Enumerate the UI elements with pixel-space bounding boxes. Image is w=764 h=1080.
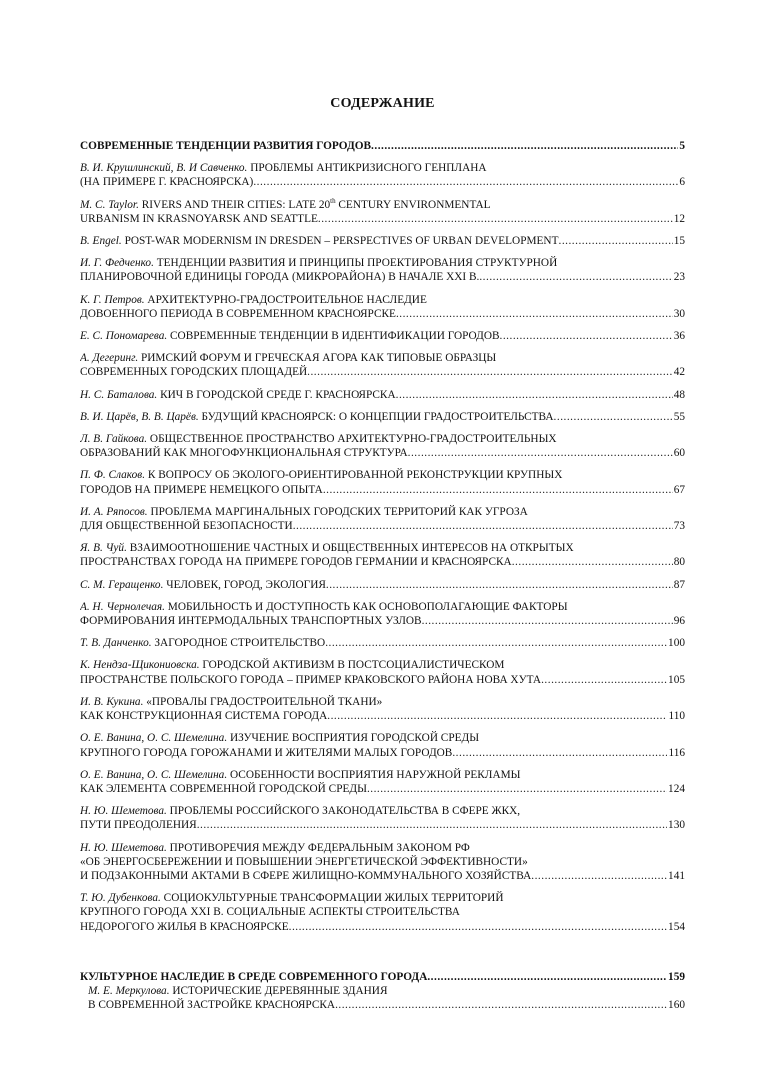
page-number: 42: [673, 366, 685, 379]
entry-title-line: ПРОСТРАНСТВЕ ПОЛЬСКОГО ГОРОДА – ПРИМЕР КРАКОВСКОГО РАЙОНА НОВА ХУТА: [80, 673, 542, 686]
dot-leader: [452, 746, 667, 760]
entry-title-line: ПУТИ ПРЕОДОЛЕНИЯ: [80, 819, 197, 832]
entry-author: С. М. Геращенко.: [80, 578, 164, 591]
dot-leader: [327, 709, 667, 723]
toc-entry: [80, 541, 685, 569]
page-number: 87: [673, 578, 685, 591]
page-number: 6: [679, 176, 685, 189]
entry-title-line: МОБИЛЬНОСТЬ И ДОСТУПНОСТЬ КАК ОСНОВОПОЛАГАЮЩИЕ ФАКТОРЫ: [167, 600, 568, 613]
entry-title-line: ПРОБЛЕМЫ РОССИЙСКОГО ЗАКОНОДАТЕЛЬСТВА В СФЕРЕ ЖКХ,: [169, 805, 521, 818]
entry-title-line: СОВРЕМЕННЫЕ ТЕНДЕНЦИИ В ИДЕНТИФИКАЦИИ ГОРОДОВ: [170, 330, 500, 343]
dot-leader: [293, 519, 673, 533]
entry-title-line: ОБЩЕСТВЕННОЕ ПРОСТРАНСТВО АРХИТЕКТУРНО-ГРАДОСТРОИТЕЛЬНЫХ: [149, 433, 557, 446]
toc-entry: [80, 410, 685, 424]
dot-leader: [512, 555, 673, 569]
entry-title-line: ПРОБЛЕМЫ АНТИКРИЗИСНОГО ГЕНПЛАНА: [250, 162, 487, 175]
entry-title-line: ОСОБЕННОСТИ ВОСПРИЯТИЯ НАРУЖНОЙ РЕКЛАМЫ: [230, 768, 521, 781]
dot-leader: [554, 410, 673, 424]
entry-title-line: ГОРОДСКОЙ АКТИВИЗМ В ПОСТСОЦИАЛИСТИЧЕСКОМ: [202, 659, 505, 672]
dot-leader: [427, 970, 667, 984]
page-number: 15: [673, 235, 685, 248]
toc-entry: [80, 600, 685, 628]
dot-leader: [325, 636, 667, 650]
entry-title-line: (НА ПРИМЕРЕ Г. КРАСНОЯРСКА): [80, 176, 254, 189]
entry-author: В. И. Крушлинский, В. И Савченко.: [80, 162, 248, 175]
toc-entry: [80, 468, 685, 496]
entry-author: М. Е. Меркулова.: [88, 984, 170, 997]
dot-leader: [371, 139, 678, 153]
page-number: 110: [668, 710, 685, 723]
entry-author: А. Н. Чернолечая.: [80, 600, 165, 613]
page-number: 12: [673, 212, 685, 225]
toc-entry: [80, 293, 685, 321]
toc-entry: [80, 804, 685, 832]
toc-entry: [80, 768, 685, 796]
dot-leader: [323, 483, 673, 497]
entry-title-line: ТЕНДЕНЦИИ РАЗВИТИЯ И ПРИНЦИПЫ ПРОЕКТИРОВАНИЯ СТРУКТУРНОЙ: [156, 257, 558, 270]
entry-author: Н. Ю. Шеметова.: [80, 841, 167, 854]
entry-title-line: СОВРЕМЕННЫЕ ТЕНДЕНЦИИ РАЗВИТИЯ ГОРОДОВ: [80, 140, 372, 152]
entry-author: В. И. Царёв, В. В. Царёв.: [80, 410, 199, 423]
entry-title-line: URBANISM IN KRASNOYARSK AND SEATTLE: [80, 212, 318, 225]
dot-leader: [531, 869, 667, 883]
dot-leader: [408, 446, 673, 460]
page-number: 5: [679, 140, 685, 152]
entry-title-line: ДЛЯ ОБЩЕСТВЕННОЙ БЕЗОПАСНОСТИ: [80, 520, 293, 533]
entry-title-line: КРУПНОГО ГОРОДА XXI В. СОЦИАЛЬНЫЕ АСПЕКТЫ СТРОИТЕЛЬСТВА: [80, 906, 460, 919]
page-number: 130: [668, 819, 685, 832]
page-number: 80: [673, 556, 685, 569]
dot-leader: [541, 673, 667, 687]
entry-title-line: RIVERS AND THEIR CITIES: LATE 20th CENTURY ENVIRONMENTAL: [141, 197, 491, 211]
entry-title-line: КРУПНОГО ГОРОДА ГОРОЖАНАМИ И ЖИТЕЛЯМИ МАЛЫХ ГОРОДОВ: [80, 746, 453, 759]
dot-leader: [335, 998, 667, 1012]
page-number: 96: [673, 615, 685, 628]
dot-leader: [396, 388, 673, 402]
toc-entry: [80, 731, 685, 759]
page-number: 67: [673, 483, 685, 496]
toc-entry: [80, 234, 685, 248]
page-number: 159: [668, 970, 685, 983]
page-number: 105: [668, 673, 685, 686]
page-number: 154: [668, 920, 685, 933]
entry-title-line: «ПРОВАЛЫ ГРАДОСТРОИТЕЛЬНОЙ ТКАНИ»: [146, 695, 383, 708]
entry-author: И. Г. Федченко.: [80, 257, 154, 270]
page-number: 23: [673, 271, 685, 284]
entry-title-line: ПЛАНИРОВОЧНОЙ ЕДИНИЦЫ ГОРОДА (МИКРОРАЙОНА) В НАЧАЛЕ XXI В.: [80, 271, 480, 284]
entry-title-line: КУЛЬТУРНОЕ НАСЛЕДИЕ В СРЕДЕ СОВРЕМЕННОГО ГОРОДА: [80, 970, 428, 983]
entry-title-line: ПРОСТРАНСТВАХ ГОРОДА НА ПРИМЕРЕ ГОРОДОВ ГЕРМАНИИ И КРАСНОЯРСКА: [80, 556, 512, 569]
page-number: 160: [668, 999, 685, 1012]
entry-author: Л. В. Гайкова.: [80, 433, 148, 446]
entry-author: Е. С. Пономарева.: [80, 330, 168, 343]
dot-leader: [253, 175, 678, 189]
page-number: 60: [673, 447, 685, 460]
entry-title-line: КИЧ В ГОРОДСКОЙ СРЕДЕ Г. КРАСНОЯРСКА: [160, 388, 396, 401]
dot-leader: [559, 234, 673, 248]
dot-leader: [422, 614, 673, 628]
toc-section: [80, 970, 685, 984]
toc-entry: [80, 351, 685, 379]
entry-title-line: ГОРОДОВ НА ПРИМЕРЕ НЕМЕЦКОГО ОПЫТА: [80, 483, 323, 496]
entry-author: П. Ф. Слаков.: [80, 469, 146, 482]
toc-entry: [80, 891, 685, 934]
entry-title-line: В СОВРЕМЕННОЙ ЗАСТРОЙКЕ КРАСНОЯРСКА: [88, 999, 336, 1012]
entry-title-line: ЧЕЛОВЕК, ГОРОД, ЭКОЛОГИЯ: [166, 578, 326, 591]
entry-author: О. Е. Ванина, О. С. Шемелина.: [80, 732, 228, 745]
dot-leader: [479, 270, 672, 284]
entry-author: Т. В. Данченко.: [80, 637, 152, 650]
toc-entry: [80, 505, 685, 533]
entry-author: О. Е. Ванина, О. С. Шемелина.: [80, 768, 228, 781]
entry-title-line: ИЗУЧЕНИЕ ВОСПРИЯТИЯ ГОРОДСКОЙ СРЕДЫ: [230, 732, 480, 745]
entry-author: B. Engel.: [80, 235, 122, 248]
dot-leader: [326, 578, 673, 592]
entry-author: M. C. Taylor.: [80, 198, 139, 211]
entry-title-line: ПРОТИВОРЕЧИЯ МЕЖДУ ФЕДЕРАЛЬНЫМ ЗАКОНОМ РФ: [169, 841, 470, 854]
entry-author: К. Г. Петров.: [80, 293, 145, 306]
entry-title-line: К ВОПРОСУ ОБ ЭКОЛОГО-ОРИЕНТИРОВАННОЙ РЕКОНСТРУКЦИИ КРУПНЫХ: [147, 469, 563, 482]
entry-title-line: НЕДОРОГОГО ЖИЛЬЯ В КРАСНОЯРСКЕ: [80, 920, 289, 933]
toc-entry: [80, 636, 685, 650]
entry-title-line: «ОБ ЭНЕРГОСБЕРЕЖЕНИИ И ПОВЫШЕНИИ ЭНЕРГЕТИЧЕСКОЙ ЭФФЕКТИВНОСТИ»: [80, 855, 528, 868]
entry-author: И. В. Кукина.: [80, 695, 144, 708]
entry-title-line: БУДУЩИЙ КРАСНОЯРСК: О КОНЦЕПЦИИ ГРАДОСТРОИТЕЛЬСТВА: [201, 410, 554, 423]
entry-author: Т. Ю. Дубенкова.: [80, 892, 161, 905]
entry-title-line: ОБРАЗОВАНИЙ КАК МНОГОФУНКЦИОНАЛЬНАЯ СТРУКТУРА: [80, 447, 408, 460]
page-number: 116: [668, 746, 685, 759]
entry-title-line: СОЦИОКУЛЬТУРНЫЕ ТРАНСФОРМАЦИИ ЖИЛЫХ ТЕРРИТОРИЙ: [163, 892, 504, 905]
toc-list: [80, 139, 685, 1012]
entry-title-line: POST-WAR MODERNISM IN DRESDEN – PERSPECTIVES OF URBAN DEVELOPMENT: [124, 235, 559, 248]
entry-title-line: ДОВОЕННОГО ПЕРИОДА В СОВРЕМЕННОМ КРАСНОЯРСКЕ: [80, 307, 396, 320]
toc-entry: [80, 198, 685, 226]
entry-author: Н. Ю. Шеметова.: [80, 805, 167, 818]
dot-leader: [318, 212, 673, 226]
toc-entry: [80, 578, 685, 592]
page-title: СОДЕРЖАНИЕ: [330, 96, 435, 111]
entry-author: А. Дегеринг.: [80, 352, 139, 365]
entry-author: Н. С. Баталова.: [80, 388, 158, 401]
entry-author: Я. В. Чуй.: [80, 542, 127, 555]
dot-leader: [307, 365, 673, 379]
entry-title-line: СОВРЕМЕННЫХ ГОРОДСКИХ ПЛОЩАДЕЙ: [80, 366, 308, 379]
entry-title-line: РИМСКИЙ ФОРУМ И ГРЕЧЕСКАЯ АГОРА КАК ТИПОВЫЕ ОБРАЗЦЫ: [140, 352, 497, 365]
toc-entry: [80, 432, 685, 460]
page-number: 36: [673, 330, 685, 343]
toc-entry: [80, 658, 685, 686]
page-number: 124: [668, 782, 685, 795]
entry-title-line: И ПОДЗАКОННЫМИ АКТАМИ В СФЕРЕ ЖИЛИЩНО-КОММУНАЛЬНОГО ХОЗЯЙСТВА: [80, 869, 532, 882]
entry-title-line: ВЗАИМООТНОШЕНИЕ ЧАСТНЫХ И ОБЩЕСТВЕННЫХ ИНТЕРЕСОВ НА ОТКРЫТЫХ: [129, 542, 574, 555]
toc-entry: [80, 695, 685, 723]
page-number: 73: [673, 520, 685, 533]
toc-entry: [80, 984, 685, 1012]
entry-title-line: ФОРМИРОВАНИЯ ИНТЕРМОДАЛЬНЫХ ТРАНСПОРТНЫХ УЗЛОВ: [80, 615, 422, 628]
page-number: 55: [673, 410, 685, 423]
dot-leader: [396, 307, 673, 321]
toc-entry: [80, 161, 685, 189]
page-number: 30: [673, 307, 685, 320]
page-number: 48: [673, 388, 685, 401]
entry-title-line: ЗАГОРОДНОЕ СТРОИТЕЛЬСТВО: [154, 637, 326, 650]
dot-leader: [197, 818, 667, 832]
page-number: 100: [668, 637, 685, 650]
entry-title-line: КАК ЭЛЕМЕНТА СОВРЕМЕННОЙ ГОРОДСКОЙ СРЕДЫ: [80, 782, 367, 795]
entry-title-line: ИСТОРИЧЕСКИЕ ДЕРЕВЯННЫЕ ЗДАНИЯ: [172, 984, 388, 997]
dot-leader: [289, 920, 667, 934]
dot-leader: [500, 329, 673, 343]
entry-title-line: КАК КОНСТРУКЦИОННАЯ СИСТЕМА ГОРОДА: [80, 710, 328, 723]
toc-entry: [80, 388, 685, 402]
entry-title-line: АРХИТЕКТУРНО-ГРАДОСТРОИТЕЛЬНОЕ НАСЛЕДИЕ: [147, 293, 427, 306]
toc-section: [80, 139, 685, 153]
toc-entry: [80, 329, 685, 343]
toc-entry: [80, 841, 685, 884]
dot-leader: [367, 782, 667, 796]
entry-author: И. А. Ряпосов.: [80, 505, 148, 518]
entry-author: К. Нендза-Щикониовска.: [80, 659, 200, 672]
entry-title-line: ПРОБЛЕМА МАРГИНАЛЬНЫХ ГОРОДСКИХ ТЕРРИТОРИЙ КАК УГРОЗА: [150, 505, 528, 518]
toc-entry: [80, 256, 685, 284]
page-number: 141: [668, 869, 685, 882]
